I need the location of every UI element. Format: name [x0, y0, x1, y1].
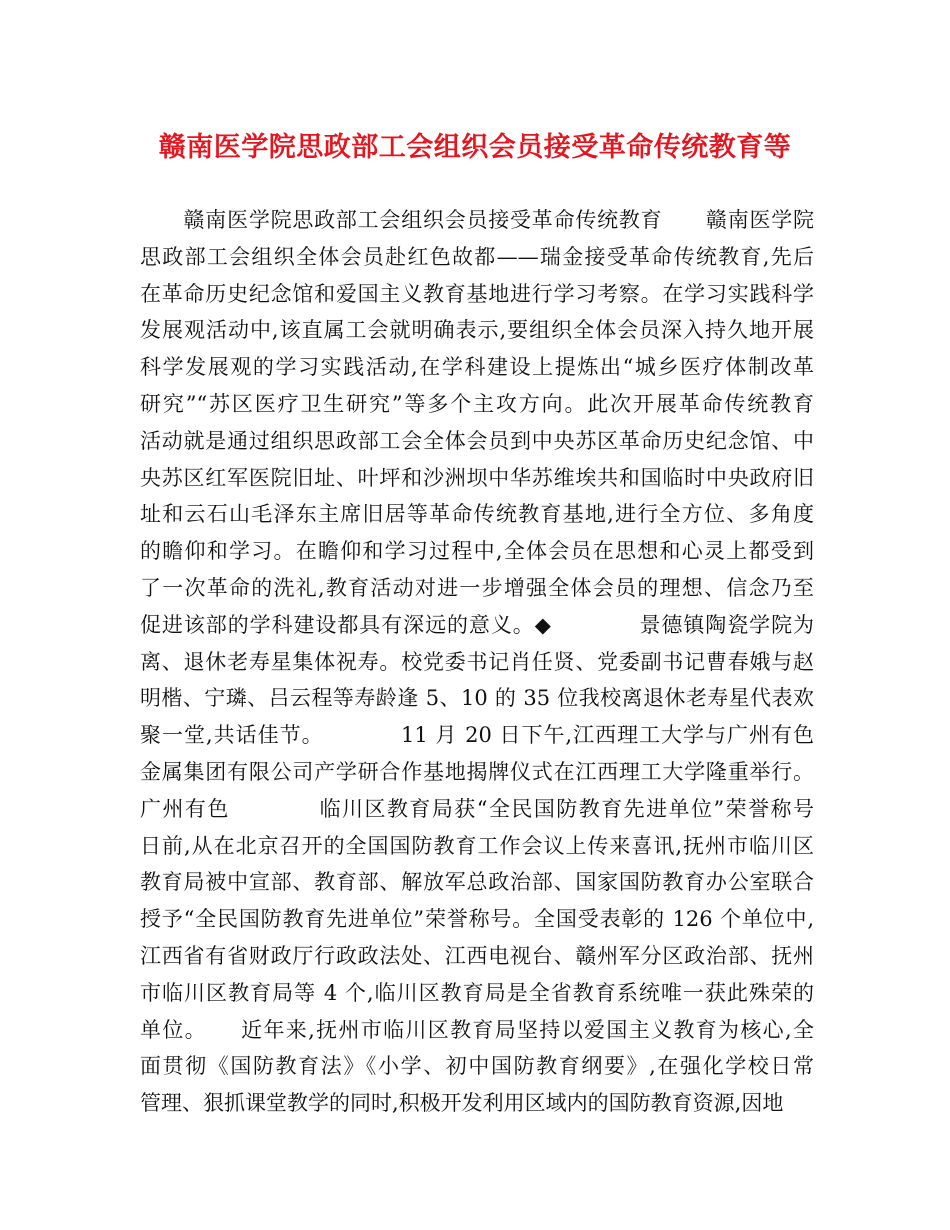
- body-text-line: 发展观活动中,该直属工会就明确表示,要组织全体会员深入持久地开展: [140, 318, 814, 343]
- body-text-line: 研究”“苏区医疗卫生研究”等多个主攻方向。此次开展革命传统教育: [140, 391, 814, 416]
- body-text-line: 址和云石山毛泽东主席旧居等革命传统教育基地,进行全方位、多角度: [140, 502, 814, 527]
- body-text-line: 央苏区红军医院旧址、叶坪和沙洲坝中华苏维埃共和国临时中央政府旧: [140, 465, 814, 490]
- body-text-line: 在革命历史纪念馆和爱国主义教育基地进行学习考察。在学习实践科学: [140, 281, 814, 306]
- body-text-line: 金属集团有限公司产学研合作基地揭牌仪式在江西理工大学隆重举行。: [140, 759, 814, 784]
- body-text-line: 授予“全民国防教育先进单位”荣誉称号。全国受表彰的 126 个单位中,: [140, 907, 814, 932]
- body-text-line: 思政部工会组织全体会员赴红色故都——瑞金接受革命传统教育,先后: [140, 244, 814, 269]
- body-text-line: 聚一堂,共话佳节。 11 月 20 日下午,江西理工大学与广州有色: [140, 723, 814, 748]
- body-text-line: 离、退休老寿星集体祝寿。校党委书记肖任贤、党委副书记曹春娥与赵: [140, 649, 814, 674]
- body-text-line: 单位。 近年来,抚州市临川区教育局坚持以爱国主义教育为核心,全: [140, 1017, 814, 1042]
- document-title: 赣南医学院思政部工会组织会员接受革命传统教育等: [158, 132, 792, 163]
- document-body: [140, 202, 814, 1122]
- body-text-line: 江西省有省财政厅行政政法处、江西电视台、赣州军分区政治部、抚州: [140, 943, 814, 968]
- body-text-line: 促进该部的学科建设都具有深远的意义。◆ 景德镇陶瓷学院为: [140, 612, 814, 637]
- body-text-line: 了一次革命的洗礼,教育活动对进一步增强全体会员的理想、信念乃至: [140, 575, 814, 600]
- body-text-line: 广州有色 临川区教育局获“全民国防教育先进单位”荣誉称号: [140, 796, 814, 821]
- body-text-line: 科学发展观的学习实践活动,在学科建设上提炼出“城乡医疗体制改革: [140, 355, 814, 380]
- body-text-line: 赣南医学院思政部工会组织会员接受革命传统教育 赣南医学院: [140, 208, 814, 232]
- body-text-line: 明楷、宁璘、吕云程等寿龄逢 5、10 的 35 位我校离退休老寿星代表欢: [140, 686, 814, 711]
- body-text-line: 日前,从在北京召开的全国国防教育工作会议上传来喜讯,抚州市临川区: [140, 833, 814, 858]
- body-text-line: 面贯彻《国防教育法》《小学、初中国防教育纲要》,在强化学校日常: [140, 1054, 814, 1079]
- body-text-line: 市临川区教育局等 4 个,临川区教育局是全省教育系统唯一获此殊荣的: [140, 980, 814, 1005]
- body-text-line: 教育局被中宣部、教育部、解放军总政治部、国家国防教育办公室联合: [140, 870, 814, 895]
- body-text-line: 管理、狠抓课堂教学的同时,积极开发利用区域内的国防教育资源,因地: [140, 1091, 784, 1116]
- body-text-line: 活动就是通过组织思政部工会全体会员到中央苏区革命历史纪念馆、中: [140, 428, 814, 453]
- body-text-line: 的瞻仰和学习。在瞻仰和学习过程中,全体会员在思想和心灵上都受到: [140, 539, 814, 564]
